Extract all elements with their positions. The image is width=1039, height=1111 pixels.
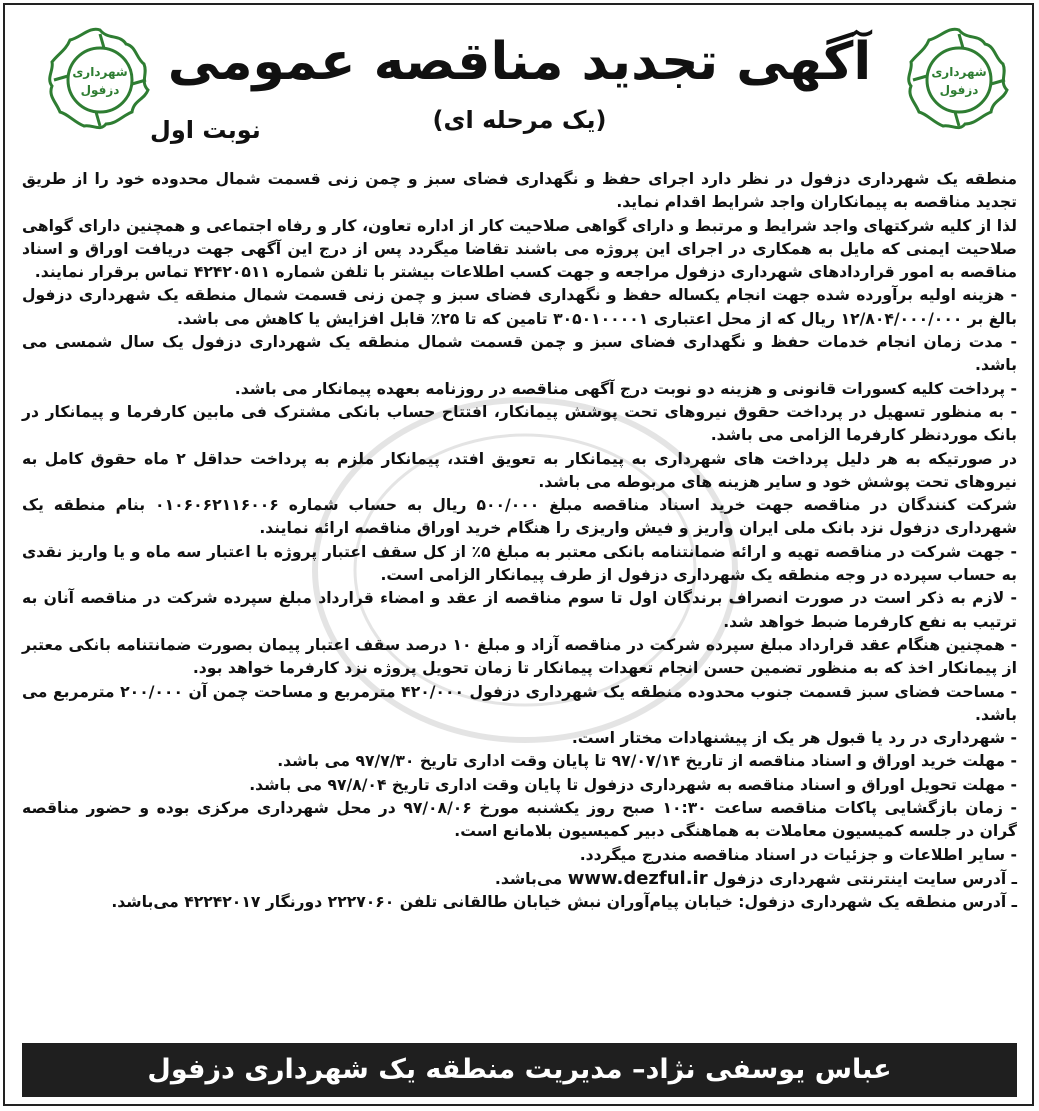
logo-text-bottom: دزفول [939, 83, 979, 97]
paragraph: - به منظور تسهیل در پرداخت حقوق نیروهای تحت پوشش پیمانکار، افتتاح حساب بانکی مشترک فی مابین کارفرما و پیمانکار در بانک موردنظر کارفرما الزامی می باشد. [22, 402, 1017, 445]
paragraph: در صورتیکه به هر دلیل پرداخت های شهرداری به پیمانکار به تعویق افتد، پیمانکار ملزم به پرداخت حداقل ۲ ماه حقوق کامل به نیروهای تحت پوشش خود و سایر هزینه های مربوطه می باشد. [22, 449, 1018, 491]
publication-round: نوبت اول [150, 116, 261, 144]
website-suffix: می‌باشد. [494, 869, 563, 888]
signature-banner: عباس یوسفی نژاد– مدیریت منطقه یک شهرداری دزفول [22, 1043, 1017, 1097]
notice-title: آگهی تجدید مناقصه عمومی [167, 32, 872, 92]
paragraph: - هزینه اولیه برآورده شده جهت انجام یکساله حفظ و نگهداری فضای سبز و چمن زنی قسمت شمال منطقه یک شهرداری دزفول بالغ بر ۱۲/۸۰۴/۰۰۰/۰۰۰ ریال که از محل اعتباری ۳۰۵۰۱۰۰۰۰۱ تامین که تا ۲۵٪ قابل افزایش یا کاهش می باشد. [22, 286, 1017, 328]
paragraph: شرکت کنندگان در مناقصه جهت خرید اسناد مناقصه مبلغ ۵۰۰/۰۰۰ ریال به حساب شماره ۰۱۰۶۰۶۲۱۱۶۰۰۶ بنام منطقه یک شهرداری دزفول نزد بانک ملی ایران واریز و فیش واریزی را هنگام خرید اوراق مناقصه ارائه نمایند. [22, 496, 1017, 538]
paragraph: لذا از کلیه شرکتهای واجد شرایط و مرتبط و دارای گواهی صلاحیت کار از اداره تعاون، کار و رفاه اجتماعی و همچنین دارای گواهی صلاحیت ایمنی که مایل به همکاری در اجرای این پروژه می باشند تقاضا میگردد پس از درج این آگهی جهت دریافت اوراق و اسناد مناقصه به امور قراردادهای شهرداری دزفول مراجعه و جهت کسب اطلاعات بیشتر با تلفن شماره ۴۲۴۲۰۵۱۱ تماس برقرار نمایند. [22, 216, 1017, 282]
paragraph: منطقه یک شهرداری دزفول در نظر دارد اجرای حفظ و نگهداری فضای سبز و چمن زنی قسمت شمال محدوده خود را از طریق تجدید مناقصه به پیمانکاران واجد شرایط اقدام نماید. [22, 170, 1017, 212]
paragraph: - مهلت تحویل اوراق و اسناد مناقصه به شهرداری دزفول تا پایان وقت اداری تاریخ ۹۷/۸/۰۴ می باشد. [249, 775, 1017, 794]
address-line: ـ آدرس منطقه یک شهرداری دزفول: خیابان پیام‌آوران نبش خیابان طالقانی تلفن ۲۲۲۷۰۶۰ دورنگار ۴۲۲۴۲۰۱۷ می‌باشد. [111, 893, 1017, 912]
paragraph: - سایر اطلاعات و جزئیات در اسناد مناقصه مندرج میگردد. [579, 845, 1017, 864]
paragraph: - مهلت خرید اوراق و اسناد مناقصه از تاریخ ۹۷/۰۷/۱۴ تا پایان وقت اداری تاریخ ۹۷/۷/۳۰ می باشد. [277, 752, 1017, 771]
paragraph: - مساحت فضای سبز قسمت جنوب محدوده منطقه یک شهرداری دزفول ۴۲۰/۰۰۰ مترمربع و مساحت چمن آن ۲۰۰/۰۰۰ مترمربع می باشد. [22, 682, 1018, 724]
paragraph: - پرداخت کلیه کسورات قانونی و هزینه دو نوبت درج آگهی مناقصه در روزنامه بعهده پیمانکار می باشد. [234, 379, 1017, 398]
paragraph: - لازم به ذکر است در صورت انصراف برندگان اول تا سوم مناقصه از عقد و امضاء قرارداد مبلغ سپرده شرکت در مناقصه آنان به ترتیب به نفع کارفرما ضبط خواهد شد. [22, 589, 1017, 631]
paragraph: - زمان بازگشایی پاکات مناقصه ساعت ۱۰:۳۰ صبح روز یکشنبه مورخ ۹۷/۰۸/۰۶ در محل شهرداری مرکزی بوده و حضور مناقصه گران در جلسه کمیسیون معاملات به هماهنگی دبیر کمیسیون بلامانع است. [22, 799, 1018, 841]
website-prefix: ـ آدرس سایت اینترنتی شهرداری دزفول [713, 869, 1017, 888]
logo-text-bottom: دزفول [80, 83, 120, 97]
website-line [22, 867, 1017, 891]
notice-subtitle: (یک مرحله ای) [432, 106, 607, 134]
logo-text-top: شهرداری [72, 65, 128, 79]
paragraph: - مدت زمان انجام خدمات حفظ و نگهداری فضای سبز و چمن قسمت شمال منطقه یک شهرداری دزفول یک سال شمسی می باشد. [22, 333, 1017, 375]
paragraph: - جهت شرکت در مناقصه تهیه و ارائه ضمانتنامه بانکی معتبر به مبلغ ۵٪ از کل سقف اعتبار پروژه با اعتبار سه ماه و یا واریز نقدی به حساب سپرده در وجه منطقه یک شهرداری دزفول از طرف پیمانکار الزامی است. [22, 542, 1017, 585]
paragraph: - شهرداری در رد یا قبول هر یک از پیشنهادات مختار است. [571, 729, 1017, 748]
website-link[interactable]: www.dezful.ir [567, 867, 708, 889]
notice-body [22, 168, 1017, 1036]
paragraph: - همچنین هنگام عقد قرارداد مبلغ سپرده شرکت در مناقصه آزاد و مبلغ ۱۰ درصد سقف اعتبار پیمان بصورت ضمانتنامه بانکی معتبر از پیمانکار اخذ که به منظور تضمین حسن انجام تعهدات پیمانکار تا زمان تحویل پروژه نزد کارفرما خواهد بود. [22, 635, 1018, 678]
logo-text-top: شهرداری [931, 65, 987, 79]
